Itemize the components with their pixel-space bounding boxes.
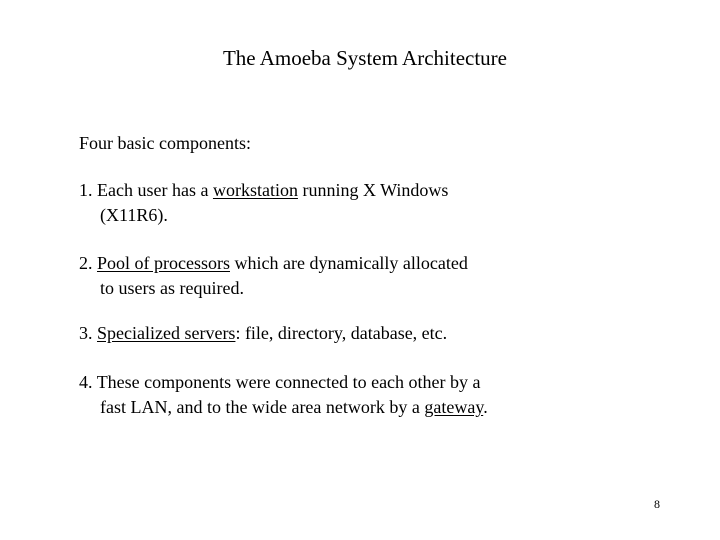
specialized-servers-term: Specialized servers [97,323,236,343]
list-item-1 [79,178,448,228]
item-text: fast LAN, and to the wide area network by a [100,397,425,417]
list-item-4 [79,370,488,420]
list-item-2 [79,251,468,301]
item-text: running X Windows [297,180,449,200]
item-text: These components were connected to each other by a [96,372,481,392]
item-continuation: (X11R6). [100,205,168,225]
item-number: 1. [79,180,97,200]
intro-text: Four basic components: [79,133,251,153]
list-item-3 [79,321,447,346]
item-number: 4. [79,372,97,392]
item-continuation [79,395,488,420]
item-continuation: to users as required. [100,278,244,298]
slide-title: The Amoeba System Architecture [222,46,507,70]
item-number: 2. [79,253,97,273]
workstation-term: workstation [212,180,298,200]
item-text: : file, directory, database, etc. [235,323,448,343]
page-number: 8 [654,497,660,511]
item-text: Each user has a [97,180,213,200]
item-text: which are dynamically allocated [230,253,468,273]
pool-of-processors-term: Pool of processors [97,253,230,273]
item-text: . [483,397,488,417]
gateway-term: gateway [424,397,484,417]
item-number: 3. [79,323,97,343]
